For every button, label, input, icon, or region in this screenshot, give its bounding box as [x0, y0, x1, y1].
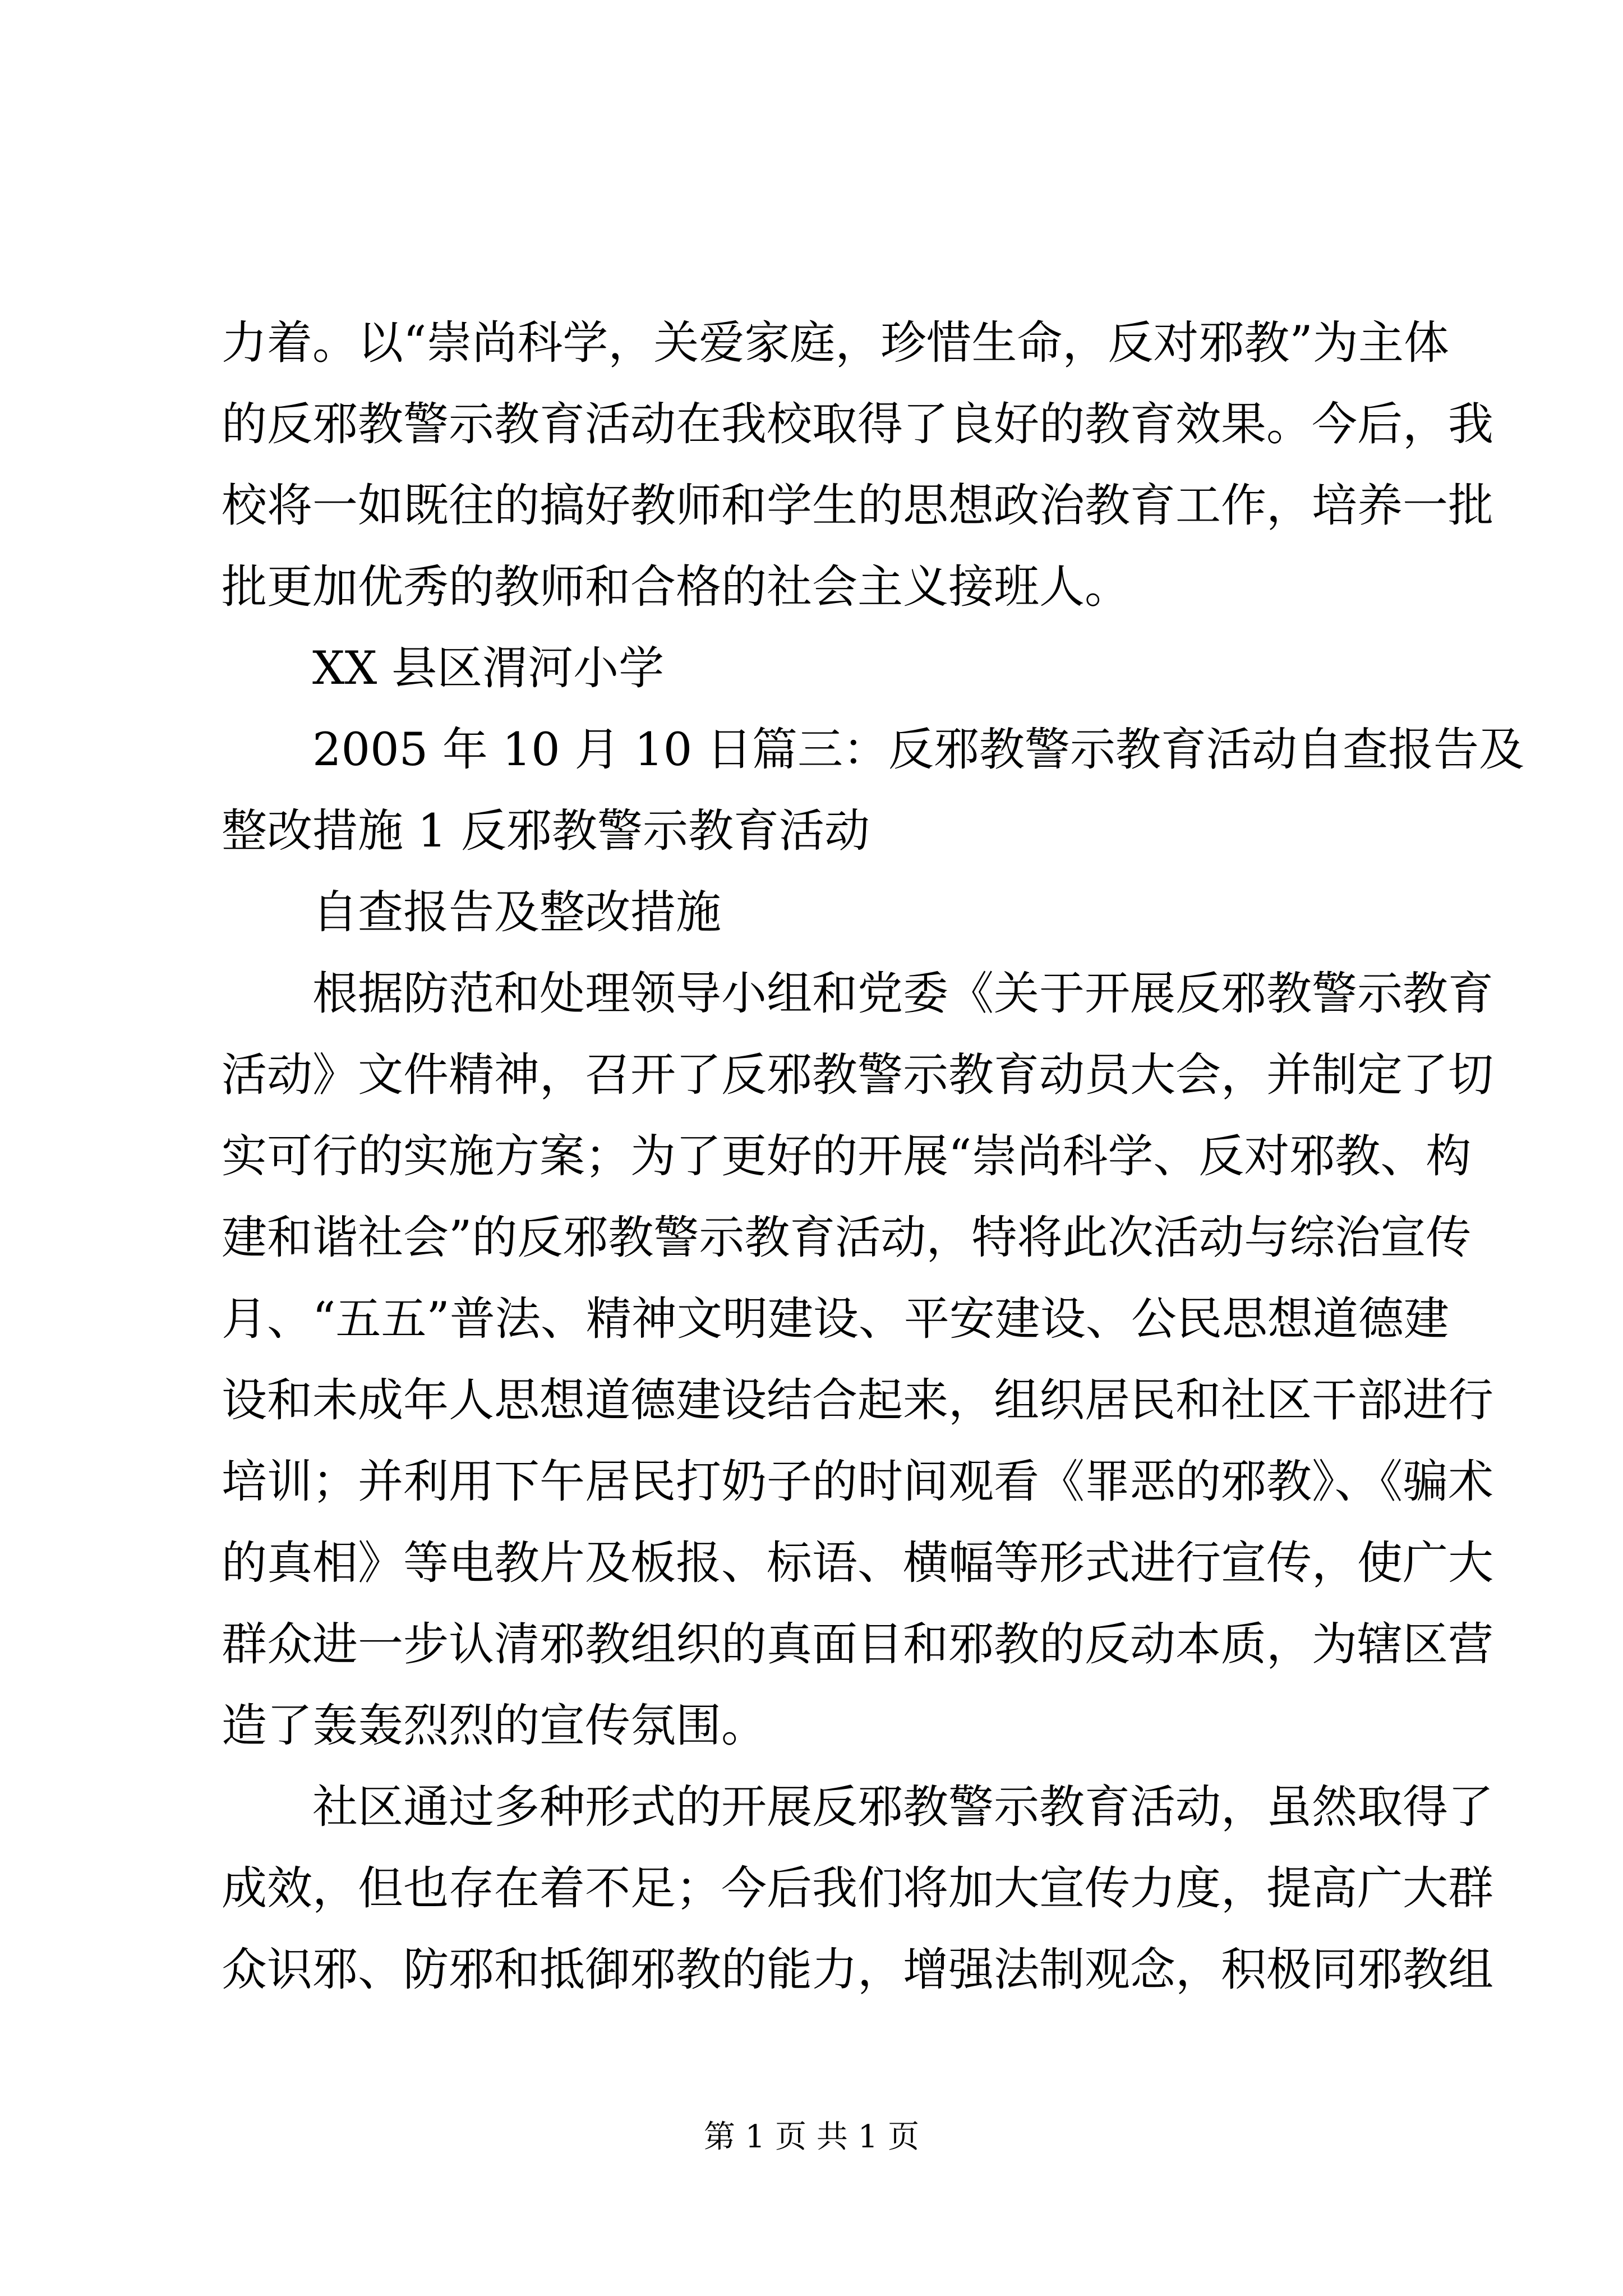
- paragraph-line: 众识邪、防邪和抵御邪教的能力，增强法制观念，积极同邪教组: [222, 1944, 1494, 1996]
- paragraph-line: 社区通过多种形式的开展反邪教警示教育活动，虽然取得了: [312, 1781, 1494, 1834]
- paragraph-line: 活动》文件精神，召开了反邪教警示教育动员大会，并制定了切: [222, 1049, 1494, 1102]
- text-line: 的反邪教警示教育活动在我校取得了良好的教育效果。今后，我: [222, 398, 1494, 451]
- section-heading: 自查报告及整改措施: [312, 886, 722, 939]
- body-text: [222, 303, 1525, 2011]
- paragraph-line: 群众进一步认清邪教组织的真面目和邪教的反动本质，为辖区营: [222, 1618, 1494, 1671]
- date-heading-line: 2005 年 10 月 10 日篇三：反邪教警示教育活动自查报告及: [312, 724, 1525, 776]
- paragraph-line: 实可行的实施方案；为了更好的开展“崇尚科学、反对邪教、构: [222, 1130, 1472, 1183]
- paragraph-line: 培训；并利用下午居民打奶子的时间观看《罪恶的邪教》、《骗术: [222, 1456, 1494, 1508]
- paragraph-line: 月、“五五”普法、精神文明建设、平安建设、公民思想道德建: [222, 1293, 1449, 1346]
- paragraph-line: 建和谐社会”的反邪教警示教育活动，特将此次活动与综治宣传: [222, 1212, 1472, 1264]
- page-number-footer: 第 1 页 共 1 页: [703, 2119, 920, 2155]
- text-line: 批更加优秀的教师和合格的社会主义接班人。: [222, 561, 1131, 614]
- school-name: XX 县区渭河小学: [312, 642, 665, 695]
- heading-line: 整改措施 1 反邪教警示教育活动: [222, 805, 870, 858]
- paragraph-line: 根据防范和处理领导小组和党委《关于开展反邪教警示教育: [312, 968, 1494, 1020]
- text-line: 校将一如既往的搞好教师和学生的思想政治教育工作，培养一批: [222, 480, 1494, 532]
- paragraph-line: 成效，但也存在着不足；今后我们将加大宣传力度，提高广大群: [222, 1862, 1494, 1915]
- paragraph-line: 的真相》等电教片及板报、标语、横幅等形式进行宣传，使广大: [222, 1537, 1494, 1590]
- paragraph-line: 造了轰轰烈烈的宣传氛围。: [222, 1700, 767, 1752]
- paragraph-line: 设和未成年人思想道德建设结合起来，组织居民和社区干部进行: [222, 1374, 1494, 1427]
- text-line: 力着。以“崇尚科学，关爱家庭，珍惜生命，反对邪教”为主体: [222, 317, 1449, 370]
